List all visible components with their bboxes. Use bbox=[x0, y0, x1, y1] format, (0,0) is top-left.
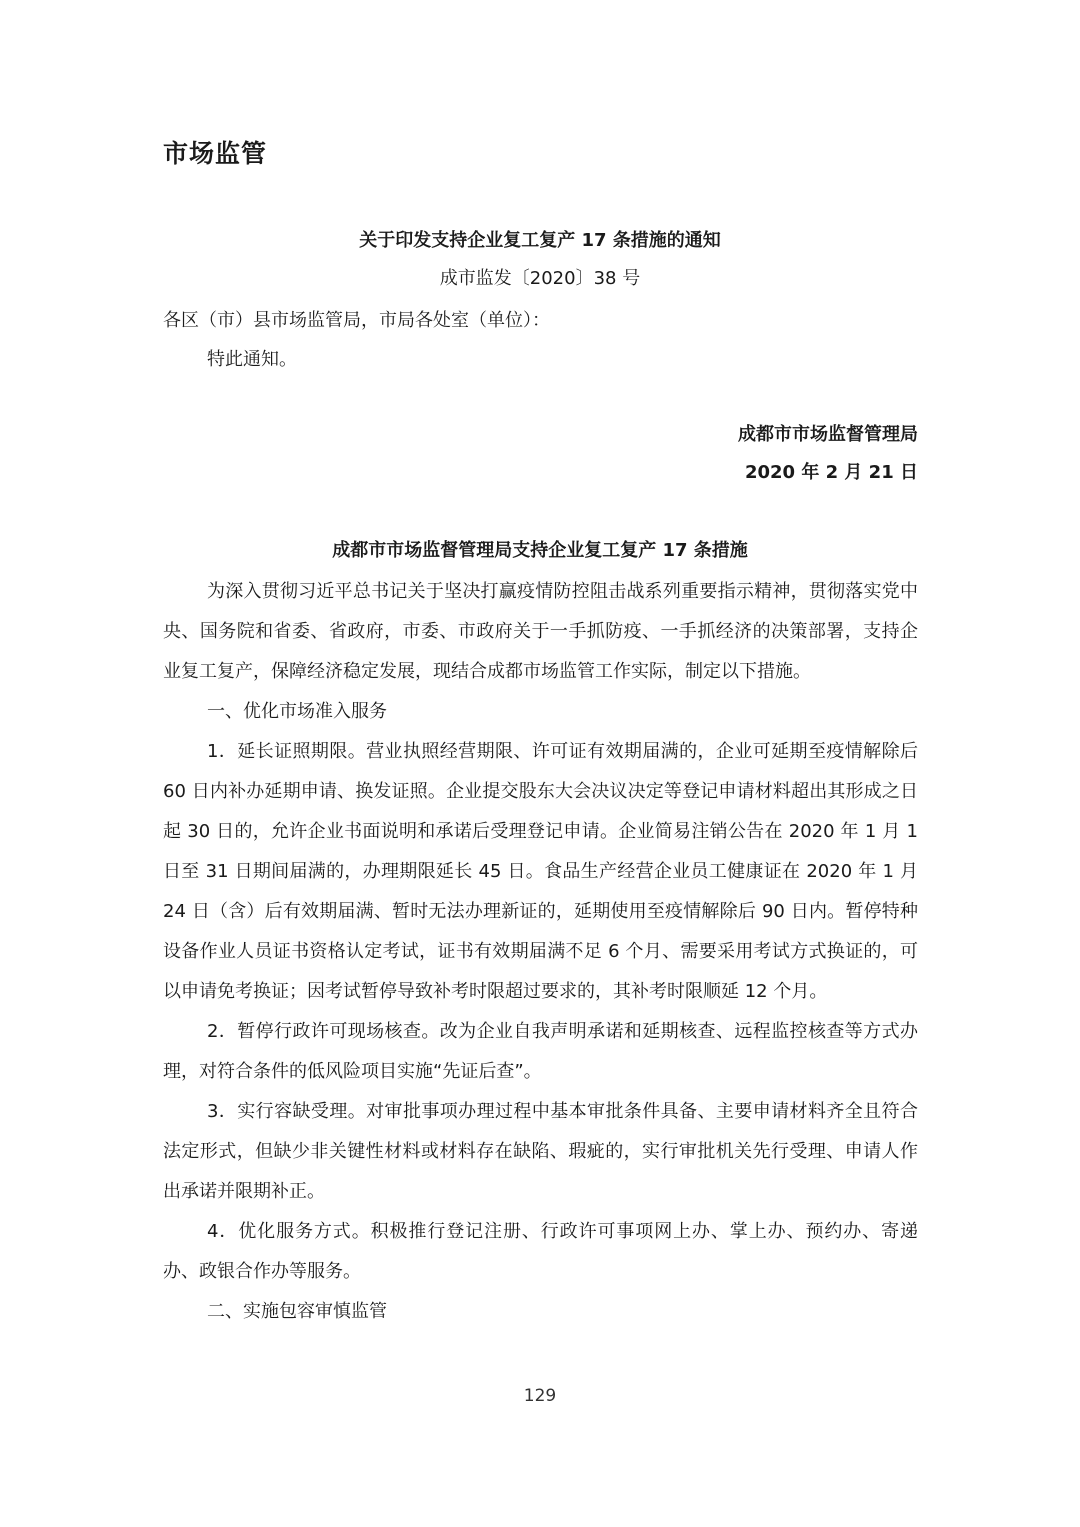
intro-paragraph: 为深入贯彻习近平总书记关于坚决打赢疫情防控阻击战系列重要指示精神，贯彻落实党中央、国务院和省委、省政府，市委、市政府关于一手抓防疫、一手抓经济的决策部署，支持企业复工复产，保障经济稳定发展，现结合成都市场监管工作实际，制定以下措施。 bbox=[163, 581, 918, 682]
closing-text: 特此通知。 bbox=[207, 349, 297, 370]
addressee-text: 各区（市）县市场监管局，市局各处室（单位）： bbox=[163, 310, 550, 331]
measure-item-3: 3．实行容缺受理。对审批事项办理过程中基本审批条件具备、主要申请材料齐全且符合法定形式，但缺少非关键性材料或材料存在缺陷、瑕疵的，实行审批机关先行受理、申请人作出承诺并限期补正。 bbox=[163, 1101, 918, 1202]
section-heading-1: 一、优化市场准入服务 bbox=[207, 701, 387, 722]
measure-item-4: 4．优化服务方式。积极推行登记注册、行政许可事项网上办、掌上办、预约办、寄递办、政银合作办等服务。 bbox=[163, 1221, 918, 1282]
measure-item-2: 2．暂停行政许可现场核查。改为企业自我声明承诺和延期核查、远程监控核查等方式办理，对符合条件的低风险项目实施“先证后查”。 bbox=[163, 1021, 918, 1082]
page-number: 129 bbox=[523, 1386, 557, 1406]
section-heading-2: 二、实施包容审慎监管 bbox=[207, 1301, 387, 1322]
closing-line bbox=[163, 340, 918, 380]
measure-item-1: 1．延长证照期限。营业执照经营期限、许可证有效期届满的，企业可延期至疫情解除后 60 日内补办延期申请、换发证照。企业提交股东大会决议决定等登记申请材料超出其形成之日起 30 日的，允许企业书面说明和承诺后受理登记申请。企业简易注销公告在 2020 年 1 月 1 日至 31 日期间届满的，办理期限延长 45 日。食品生产经营企业员工健康证在 2020 年 1 月 24 日（含）后有效期届满、暂时无法办理新证的，延期使用至疫情解除后 90 日内。暂停特种设备作业人员证书资格认定考试，证书有效期届满不足 6 个月、需要采用考试方式换证的，可以申请免考换证；因考试暂停导致补考时限超过要求的，其补考时限顺延 12 个月。 bbox=[163, 741, 918, 1002]
section-title: 市场监管 bbox=[163, 139, 268, 168]
notice-title: 关于印发支持企业复工复产 17 条措施的通知 bbox=[359, 230, 721, 251]
measures-title: 成都市市场监督管理局支持企业复工复产 17 条措施 bbox=[332, 540, 748, 561]
signature-date: 2020 年 2 月 21 日 bbox=[744, 462, 918, 483]
addressee-line bbox=[163, 301, 918, 341]
document-number: 成市监发〔2020〕38 号 bbox=[439, 268, 641, 289]
measures-body bbox=[163, 572, 918, 1332]
signature-organization: 成都市市场监督管理局 bbox=[738, 424, 918, 445]
